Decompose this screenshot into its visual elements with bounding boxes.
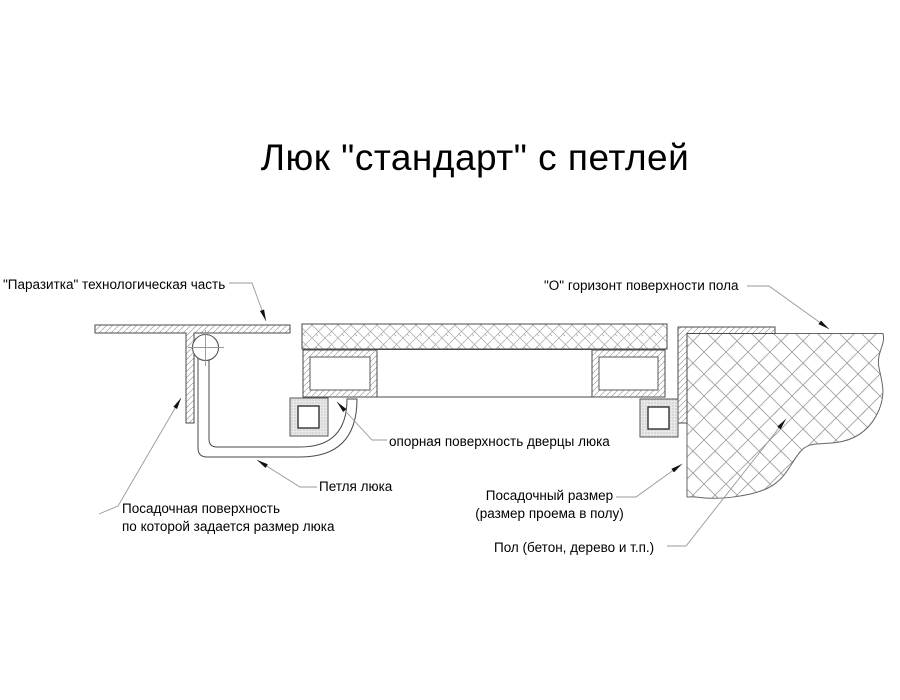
leader-posadochnaya <box>99 398 181 514</box>
label-petlya: Петля люка <box>319 479 393 494</box>
label-parasitka: "Паразитка" технологическая часть <box>3 277 226 292</box>
label-posadochnaya-line2: по которой задается размер люка <box>122 519 335 534</box>
frame-tube-right <box>640 399 678 437</box>
leader-petlya <box>257 460 317 487</box>
leader-o-horizon <box>747 286 829 329</box>
frame-tube-left <box>290 398 328 436</box>
page-title: Люк "стандарт" с петлей <box>260 137 690 178</box>
floor-section <box>687 334 884 499</box>
leader-parasitka <box>229 283 266 321</box>
label-posadochny-line1: Посадочный размер <box>485 488 614 503</box>
label-posadochny <box>462 487 637 523</box>
door-leaf-slab <box>302 324 667 349</box>
label-o-horizon: "О" горизонт поверхности пола <box>544 278 739 293</box>
label-opornaya: опорная поверхность дверцы люка <box>389 434 610 449</box>
label-pol: Пол (бетон, дерево и т.п.) <box>494 540 655 555</box>
door-right-profile-cavity <box>599 357 658 390</box>
label-posadochnaya <box>122 500 335 536</box>
label-posadochny-line2: (размер проема в полу) <box>475 506 624 521</box>
door-left-profile-cavity <box>310 357 370 390</box>
label-posadochnaya-line1: Посадочная поверхность <box>122 501 280 516</box>
parasitka-angle <box>95 325 290 423</box>
